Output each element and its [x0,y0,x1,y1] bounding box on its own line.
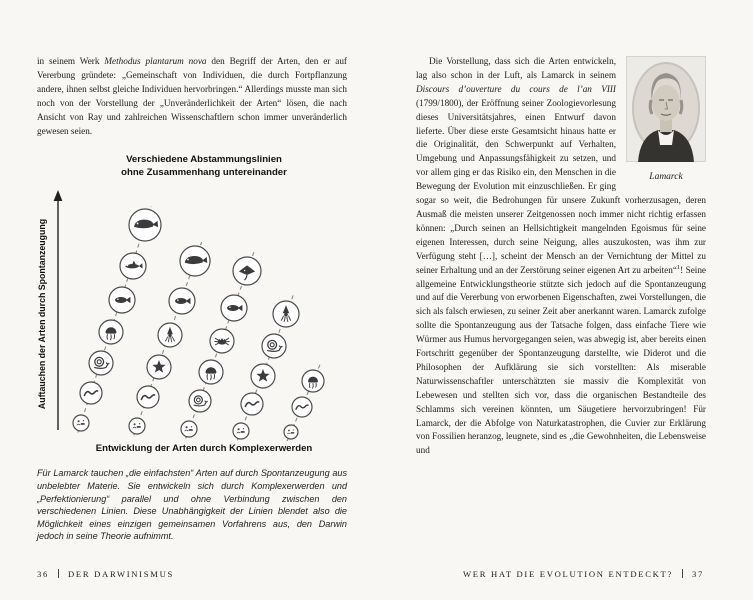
organism-worm-icon [292,397,312,417]
organism-fish-icon [169,288,195,314]
organism-shark-icon [120,253,146,279]
figure-caption: Für Lamarck tauchen „die einfachsten“ Arten auf durch Spontanzeugung aus unbelebter Materie. Sie entwickeln sich durch Komplexerwerden und „Perfektionierung“ parallel und ohne Verbindung zwischen den verschiedenen Linien. Diese Unabhängigkeit der Linien blendet also die Möglichkeit eines einzigen gemeinsamen Vorfahrens aus, den Darwin jedoch in seine Theorie aufnimmt. [37,468,347,542]
portrait-caption: Lamarck [649,172,683,182]
y-axis [37,190,62,430]
organism-starfish-icon [147,355,171,379]
organism-jellyfish-icon [99,320,123,344]
organism-whale-icon [180,246,210,276]
portrait-figure [626,56,706,182]
right-running-head: WER HAT DIE EVOLUTION ENTDECKT? [462,569,673,579]
organism-squid-icon [158,323,182,347]
organism-worm-icon [80,382,102,404]
y-axis-label: Auftauchen der Arten durch Spontanzeugung [37,219,47,410]
organism-jellyfish-icon [199,360,223,384]
x-axis-label: Entwicklung der Arten durch Komplexerwerden [95,443,313,455]
organism-microbes-icon [284,425,298,439]
lineage-diagram [37,183,339,441]
right-page-number: 37 [692,569,704,579]
lamarck-portrait [626,56,706,162]
organism-snail-icon [189,390,211,412]
right-page [416,55,706,458]
organism-worm-icon [137,386,159,408]
left-running-head: DER DARWINISMUS [68,569,174,579]
lineage-nodes-layer [73,209,324,439]
figure-title-line2: ohne Zusammenhang untereinander [121,167,287,179]
organism-fish-icon [221,295,247,321]
organism-fish-icon [109,287,135,313]
right-body-paragraph: Die Vorstellung, dass sich die Arten entwickeln, lag also schon in der Luft, als Lamarck in seinem Discours d’ouverture du cours de l’an VIII (1799/1800), der Eröffnung seiner Zoologievorlesung dieses Universitätsjahres, einen Entwurf davon lieferte. Über diese erste Gesamtsicht hinaus hatte er die Originalität, den Schwerpunkt auf Verhalten, Umgebung und Anpassungsfähigkeit zu setzen, und vor allem ging er das Risiko ein, den Menschen in die Bewegung der Evolution mit einzuschließen. Er ging sogar so weit, die Bedrohungen für unsere Zukunft vorherzusagen, deren Ausmaß die meisten unserer Zeitgenossen noch immer nicht richtig erfassen können: „Durch seinen an Hellsichtigkeit mangelnden Egoismus für seine eigenen Interessen, durch seine Neigung, alles auszukosten, was ihm zur Verfügung steht […], scheint der Mensch an der Vernichtung der Mittel zu seiner Erhaltung und an der Zerstörung seiner eigenen Art zu arbeiten“$^1$! Seine allgemeine Entwicklungstheorie stützte sich jedoch auf die Spontanzeugung und auf die Vererbung von erworbenen Eigenschaften, zwei Vorstellungen, die sich als falsch erwiesen, zu seiner Zeit aber anerkannt waren. Lamarck zufolge sollte die Spontanzeugung aus der Tatsache folgen, dass einfache Tiere wie Würmer aus Humus hervorgegangen seien, was abwegig ist, aber bereits einen Fortschritt gegenüber der Spontanzeugung darstellte, wie Diderot und die Philosophen der Aufklärung sie sich vorstellten: Als miserable Naturwissenschaftler unterschätzten sie massiv die Komplexität von Lebewesen und stellten sich vor, dass die organischen Bestandteile des Schlamms sich vereinen könnten, um Säugetiere hervorzubringen! Für Lamarck, der die Abfolge von Naturkatastrophen, die Cuvier zur Erklärung von Fossilien heranzog, leugnete, sind es „die Gewohnheiten, die Lebensweise und [416,56,706,456]
left-page-footer [37,569,174,579]
organism-whale-icon [129,209,161,241]
organism-microbes-icon [129,418,145,434]
organism-microbes-icon [233,423,249,439]
organism-starfish-icon [251,364,275,388]
organism-microbes-icon [181,421,197,437]
organism-ray-icon [233,257,261,285]
organism-squid-icon [273,301,299,327]
organism-snail-icon [89,351,113,375]
organism-snail-icon [262,334,286,358]
left-page [37,55,347,543]
lineage-figure [37,183,347,441]
left-page-number: 36 [37,569,49,579]
organism-crab-icon [210,329,234,353]
left-body-paragraph: in seinem Werk Methodus plantarum nova den Begriff der Arten, den er auf Vererbung gründete: „Gemeinschaft von Individuen, die durch Fortpflanzung andere, ihnen selbst gleiche Individuen hervorbringen.“ Allerdings musste man sich noch von der Vorstellung der „Unveränderlichkeit der Arten“ lösen, die nach Ansicht von Ray und zahlreichen Wissenschaftlern schon immer unveränderlich gewesen seien. [37,56,347,136]
figure-title [37,153,347,179]
right-page-footer [463,569,704,579]
footer-divider [58,569,59,578]
figure-title-line1: Verschiedene Abstammungslinien [126,154,282,166]
organism-worm-icon [241,393,263,415]
y-axis-arrowhead [54,190,63,201]
organism-microbes-icon [73,415,89,431]
footer-divider [682,569,683,578]
organism-jellyfish-icon [302,370,324,392]
